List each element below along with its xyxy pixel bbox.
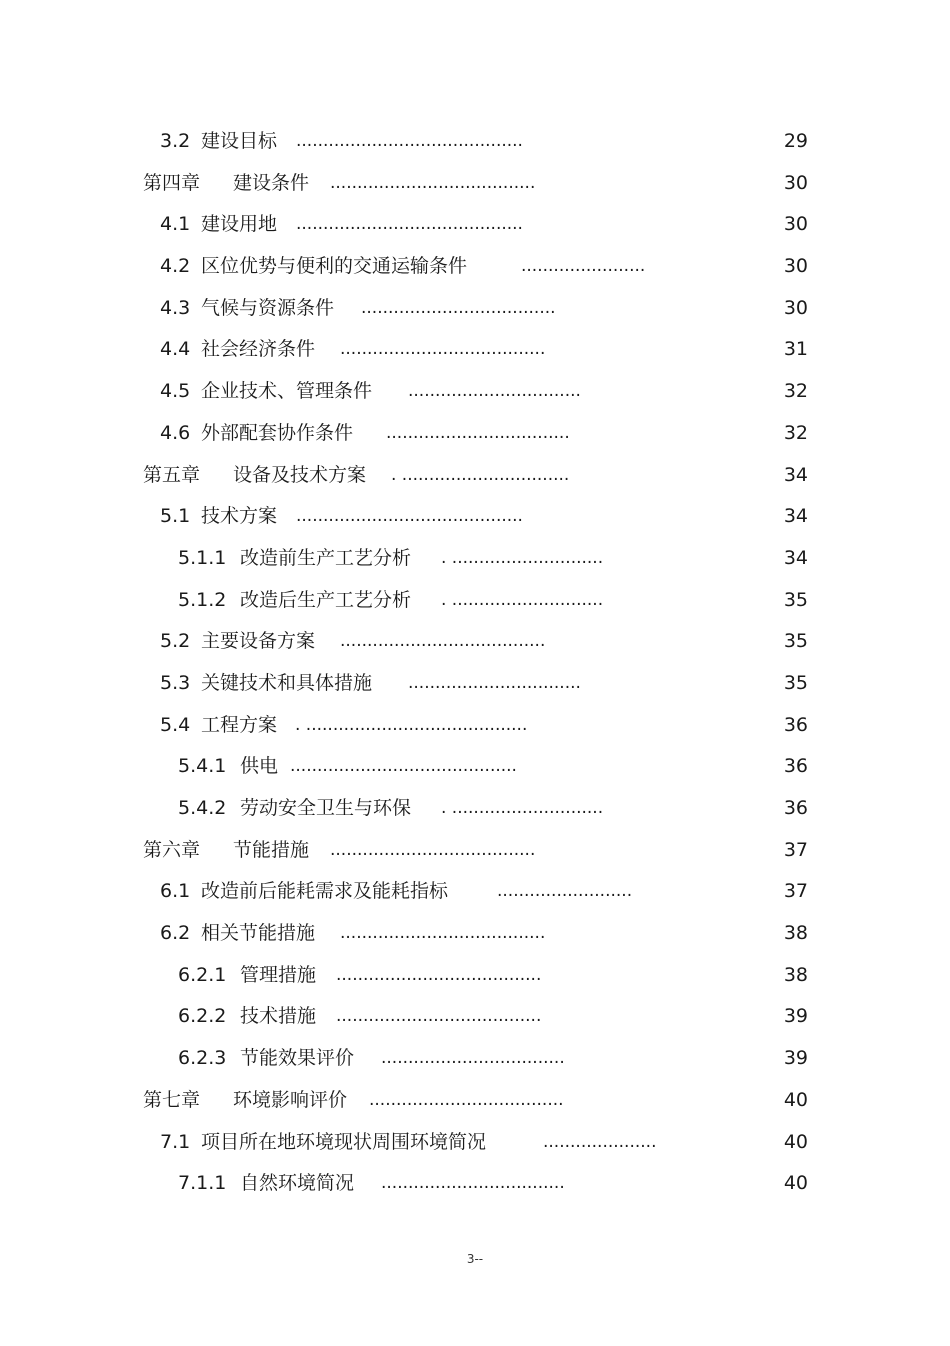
toc-dot-leader: ...................................... <box>340 339 546 360</box>
toc-dot-leader: .................................... <box>369 1089 564 1110</box>
toc-entry-title: 建设条件 <box>233 171 310 194</box>
toc-entry-page-number: 34 <box>783 505 808 528</box>
toc-entry-page-number: 37 <box>783 838 808 861</box>
toc-dot-leader: ...................................... <box>340 631 546 652</box>
toc-entry[interactable] <box>0 830 950 872</box>
toc-entry-title: 管理措施 <box>240 963 317 986</box>
toc-entry-page-number: 34 <box>783 463 808 486</box>
toc-dot-leader: .................................. <box>386 422 570 443</box>
toc-entry-page-number: 30 <box>783 171 808 194</box>
toc-entry-number: 第四章 <box>143 171 201 194</box>
toc-entry-page-number: 29 <box>783 130 808 152</box>
toc-entry-page-number: 39 <box>783 1047 808 1070</box>
toc-entry-number: 5.1.2 <box>178 588 227 611</box>
toc-dot-leader: . ............................ <box>441 798 604 818</box>
toc-entry[interactable] <box>0 496 950 538</box>
toc-entry-title: 建设用地 <box>201 213 278 236</box>
toc-entry[interactable] <box>0 621 950 663</box>
toc-entry-number: 6.2 <box>160 922 191 945</box>
toc-entry-title: 设备及技术方案 <box>233 463 367 486</box>
toc-entry-title: 劳动安全卫生与环保 <box>240 797 412 819</box>
toc-entry[interactable] <box>0 746 950 788</box>
toc-entry-page-number: 36 <box>783 797 808 819</box>
toc-entry-number: 5.2 <box>160 630 191 653</box>
toc-dot-leader: .................................. <box>381 1048 565 1069</box>
toc-entry-page-number: 37 <box>783 880 808 903</box>
toc-entry-title: 气候与资源条件 <box>201 296 335 319</box>
table-of-contents <box>0 121 950 1205</box>
toc-entry[interactable] <box>0 955 950 997</box>
toc-dot-leader: .......................................... <box>296 214 523 235</box>
toc-entry-title: 改造后生产工艺分析 <box>240 588 412 611</box>
toc-entry[interactable] <box>0 663 950 705</box>
toc-entry[interactable] <box>0 1080 950 1122</box>
toc-entry-title: 关键技术和具体措施 <box>201 671 373 694</box>
toc-entry[interactable] <box>0 371 950 413</box>
toc-dot-leader: . ............................ <box>441 589 604 610</box>
toc-entry[interactable] <box>0 413 950 455</box>
toc-dot-leader: .................................... <box>361 297 556 318</box>
toc-entry-number: 5.1.1 <box>178 546 227 569</box>
toc-entry-number: 4.1 <box>160 213 191 236</box>
toc-entry-title: 主要设备方案 <box>201 630 316 653</box>
toc-entry-page-number: 40 <box>783 1130 808 1153</box>
toc-entry-title: 技术方案 <box>201 505 278 528</box>
toc-entry-title: 节能效果评价 <box>240 1047 355 1070</box>
toc-entry[interactable] <box>0 246 950 288</box>
toc-entry-title: 工程方案 <box>201 713 278 736</box>
toc-entry-title: 建设目标 <box>201 130 278 152</box>
toc-entry-page-number: 30 <box>783 255 808 278</box>
page-number-footer: 3-- <box>466 1252 484 1266</box>
toc-entry-number: 5.4.1 <box>178 755 227 778</box>
toc-dot-leader: .......................................... <box>290 756 517 777</box>
toc-entry-title: 企业技术、管理条件 <box>201 380 373 403</box>
toc-entry[interactable] <box>0 538 950 580</box>
toc-entry-title: 相关节能措施 <box>201 922 316 945</box>
toc-entry-number: 6.1 <box>160 880 191 903</box>
toc-entry-title: 社会经济条件 <box>201 338 316 361</box>
toc-entry[interactable] <box>0 455 950 497</box>
toc-entry-page-number: 35 <box>783 630 808 653</box>
toc-entry-number: 6.2.2 <box>178 1005 227 1028</box>
toc-entry-title: 外部配套协作条件 <box>201 421 354 444</box>
toc-entry-page-number: 39 <box>783 1005 808 1028</box>
toc-entry-title: 节能措施 <box>233 838 310 861</box>
toc-dot-leader: ...................................... <box>336 964 542 985</box>
toc-entry-page-number: 34 <box>783 546 808 569</box>
toc-entry[interactable] <box>0 788 950 830</box>
toc-entry-page-number: 35 <box>783 671 808 694</box>
toc-dot-leader: ...................................... <box>340 923 546 944</box>
toc-entry-number: 第六章 <box>143 838 201 861</box>
toc-entry-number: 5.4 <box>160 713 191 736</box>
toc-entry[interactable] <box>0 204 950 246</box>
toc-entry-number: 5.4.2 <box>178 797 227 819</box>
toc-entry-title: 改造前生产工艺分析 <box>240 546 412 569</box>
toc-dot-leader: ..................... <box>543 1131 657 1152</box>
toc-entry-number: 3.2 <box>160 130 191 152</box>
toc-entry-number: 7.1.1 <box>178 1172 227 1195</box>
toc-entry-title: 环境影响评价 <box>233 1088 348 1111</box>
toc-entry-page-number: 35 <box>783 588 808 611</box>
toc-entry-title: 供电 <box>240 755 279 778</box>
toc-dot-leader: ......................... <box>497 881 633 902</box>
toc-dot-leader: . ............................... <box>391 464 570 485</box>
toc-entry-page-number: 38 <box>783 922 808 945</box>
toc-entry-title: 项目所在地环境现状周围环境简况 <box>201 1130 487 1153</box>
toc-entry[interactable] <box>0 580 950 622</box>
toc-entry[interactable] <box>0 1122 950 1164</box>
toc-entry-page-number: 32 <box>783 380 808 403</box>
toc-entry-page-number: 40 <box>783 1172 808 1195</box>
toc-entry-title: 改造前后能耗需求及能耗指标 <box>201 880 449 903</box>
toc-dot-leader: ...................................... <box>330 172 536 193</box>
toc-dot-leader: ................................ <box>408 672 581 693</box>
toc-entry-page-number: 32 <box>783 421 808 444</box>
toc-entry-title: 区位优势与便利的交通运输条件 <box>201 255 468 278</box>
toc-dot-leader: .......................................... <box>296 506 523 527</box>
toc-dot-leader: ....................... <box>521 256 646 277</box>
toc-entry[interactable] <box>0 1038 950 1080</box>
toc-entry[interactable] <box>0 705 950 747</box>
toc-dot-leader: ...................................... <box>330 839 536 860</box>
toc-dot-leader: .................................. <box>381 1173 565 1194</box>
toc-entry-number: 7.1 <box>160 1130 191 1153</box>
toc-entry-page-number: 40 <box>783 1088 808 1111</box>
toc-entry[interactable] <box>0 913 950 955</box>
toc-entry-page-number: 30 <box>783 213 808 236</box>
toc-entry-number: 4.5 <box>160 380 191 403</box>
toc-dot-leader: .......................................... <box>296 131 523 151</box>
toc-entry-page-number: 38 <box>783 963 808 986</box>
toc-entry-number: 4.4 <box>160 338 191 361</box>
toc-dot-leader: . ......................................... <box>295 714 528 735</box>
toc-entry[interactable] <box>0 871 950 913</box>
toc-entry[interactable] <box>0 1163 950 1205</box>
toc-dot-leader: ...................................... <box>336 1006 542 1027</box>
toc-entry[interactable] <box>0 121 950 163</box>
toc-entry[interactable] <box>0 288 950 330</box>
toc-entry-number: 6.2.3 <box>178 1047 227 1070</box>
toc-entry-page-number: 30 <box>783 296 808 319</box>
toc-entry-page-number: 31 <box>783 338 808 361</box>
toc-entry-number: 第五章 <box>143 463 201 486</box>
toc-entry-number: 6.2.1 <box>178 963 227 986</box>
toc-entry-title: 技术措施 <box>240 1005 317 1028</box>
toc-entry-number: 4.6 <box>160 421 191 444</box>
toc-entry-number: 5.3 <box>160 671 191 694</box>
toc-entry-page-number: 36 <box>783 755 808 778</box>
toc-entry[interactable] <box>0 996 950 1038</box>
toc-entry-number: 4.2 <box>160 255 191 278</box>
toc-entry-title: 自然环境简况 <box>240 1172 355 1195</box>
toc-entry[interactable] <box>0 329 950 371</box>
toc-entry-number: 第七章 <box>143 1088 201 1111</box>
toc-dot-leader: ................................ <box>408 381 581 402</box>
toc-entry-number: 4.3 <box>160 296 191 319</box>
toc-entry[interactable] <box>0 163 950 205</box>
toc-dot-leader: . ............................ <box>441 547 604 568</box>
toc-entry-number: 5.1 <box>160 505 191 528</box>
toc-entry-page-number: 36 <box>783 713 808 736</box>
